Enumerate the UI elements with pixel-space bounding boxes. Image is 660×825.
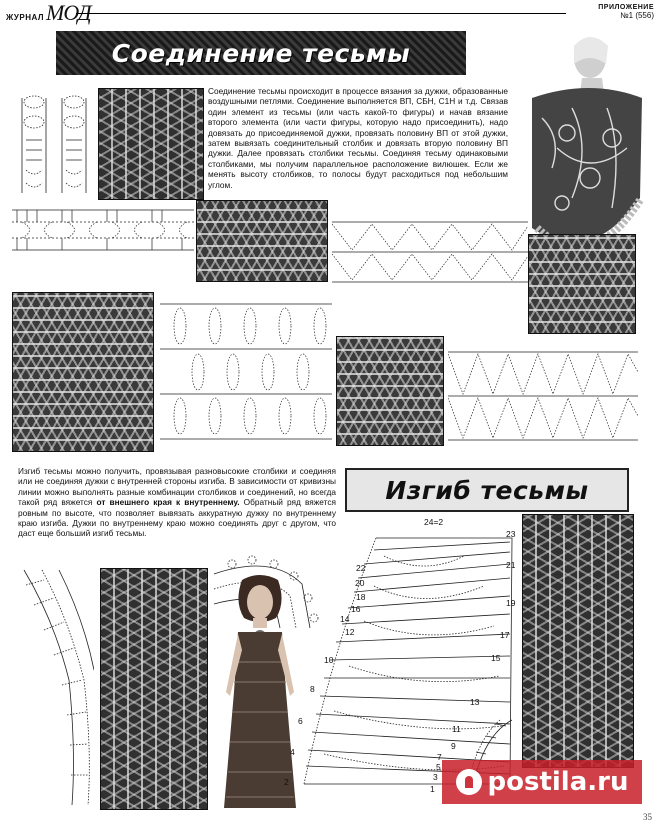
page-header [6, 0, 654, 26]
row-label-10: 10 [324, 655, 334, 665]
postila-watermark [442, 760, 642, 804]
braid-diagram-row2-right [332, 212, 528, 292]
row-label-20: 20 [355, 578, 365, 588]
row-label-22: 22 [356, 563, 366, 573]
row-label-17: 17 [500, 630, 510, 640]
row-label-13: 13 [470, 697, 480, 707]
row-label-6: 6 [298, 716, 303, 726]
issue-number: №1 (556) [620, 11, 654, 20]
row-label-23: 23 [506, 529, 516, 539]
row-label-3: 3 [433, 772, 438, 782]
section1-title-banner [56, 31, 466, 75]
bent-lace-photo [522, 514, 634, 768]
section1-title: Соединение тесьмы [111, 38, 411, 68]
row-label-19: 19 [506, 598, 516, 608]
row-label-7: 7 [437, 752, 442, 762]
braid-diagram-row3-right [448, 342, 638, 450]
row-label-15: 15 [491, 653, 501, 663]
logo-big-text: МОД [46, 0, 91, 25]
section2-title: Изгиб тесьмы [385, 475, 589, 505]
section2-title-banner [345, 468, 629, 512]
header-rule [76, 13, 566, 14]
row-label-21: 21 [506, 560, 516, 570]
row-label-5: 5 [436, 762, 441, 772]
lace-photo-2 [196, 200, 328, 282]
section2-text-bold: от внешнего края к внутреннему. [96, 497, 240, 508]
lace-photo-1 [98, 88, 204, 200]
diagram-top-label: 24=2 [424, 517, 444, 527]
section2-text-end: Обратный ряд вяжется ровным по высоте, что позволяет вывязать аккуратную дужку по внутреннему краю изгиба. Дужки по внутреннему краю можно соединять друг с другом, что даст еще больший изгиб тесьмы. [18, 497, 336, 539]
braid-diagram-row2-left [12, 200, 194, 260]
lace-photo-3 [528, 234, 636, 334]
watermark-text: postila.ru [487, 767, 629, 797]
supplement-text: ПРИЛОЖЕНИЕ [598, 4, 654, 11]
row-label-12: 12 [345, 627, 355, 637]
row-label-14: 14 [340, 614, 350, 624]
row-label-11: 11 [452, 724, 461, 734]
curved-braid-diagram [14, 560, 94, 810]
braid-diagram-row3-center [160, 294, 332, 452]
section2-text-start: Изгиб тесьмы можно получить, провязывая разновысокие столбики и соединяя или не соединяя дужки с внутренней стороны изгиба. В зависимости от кривизны линии можно выполнять разные комбинации столбиков и соединений, но всегда такой ряд вяжется [18, 466, 336, 508]
row-label-1: 1 [430, 784, 435, 794]
lace-photo-4 [12, 292, 154, 452]
row-label-18: 18 [356, 592, 366, 602]
row-label-16: 16 [351, 604, 361, 614]
lace-photo-5 [336, 336, 444, 446]
section1-paragraph: Соединение тесьмы происходит в процессе вязания за дужки, образованные воздушными петлями. Соединение выполняется ВП, СБН, С1Н и т.д. Связав один элемент из тесьмы (или часть какой-то фигуры) и начав вязание второго элемента (или части фигуры, которую надо присоединить), надо довязать до присоединяемой дужки, провязать половину ВП от этой дужки, затем вывязать соединительный столбик и довязать вторую половину ВП дужки. Далее провязать столбики тесьмы. Соединяя тесьму одинаковыми столбиками, мы получим параллельное расположение вилюшек. Если же менять высоту столбиков, то полосы будут расходиться под небольшим углом. [208, 86, 508, 190]
supplement-label [598, 4, 654, 20]
pin-icon [456, 769, 482, 795]
page-number: 35 [643, 812, 652, 822]
logo-small-text: ЖУРНАЛ [6, 13, 45, 22]
curved-lace-photo [100, 568, 208, 810]
row-label-2: 2 [284, 777, 289, 787]
row-label-4: 4 [290, 747, 295, 757]
row-label-8: 8 [310, 684, 315, 694]
joining-diagram-small [12, 88, 96, 198]
row-label-9: 9 [451, 741, 456, 751]
